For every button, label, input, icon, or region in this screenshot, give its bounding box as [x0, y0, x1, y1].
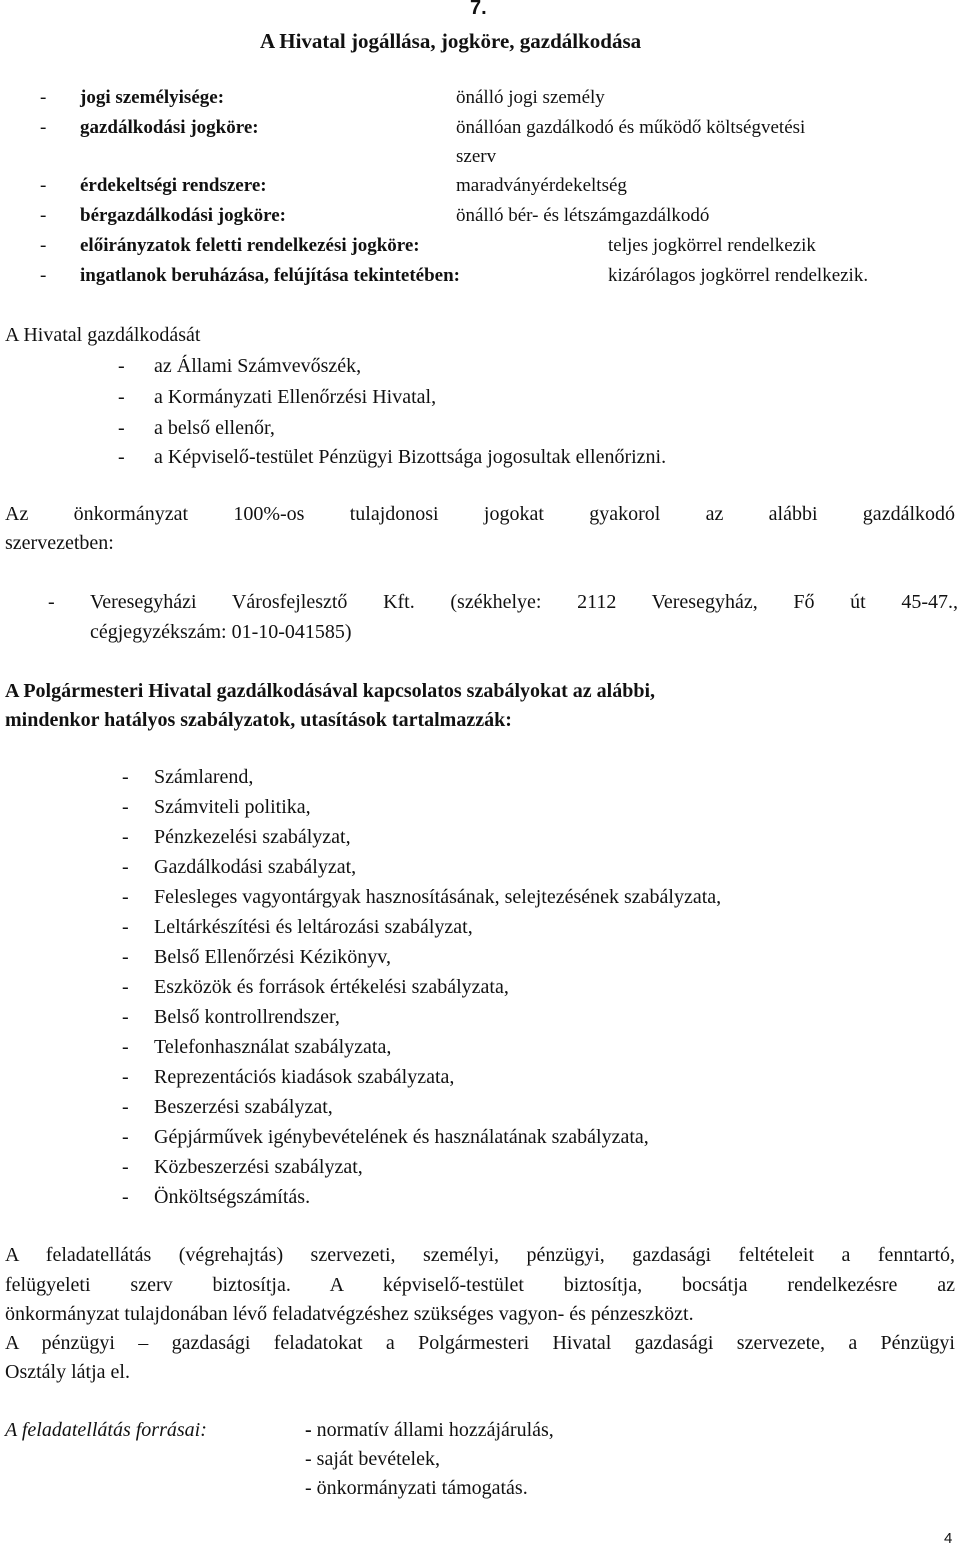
dash: - — [122, 856, 129, 878]
status-value: önállóan gazdálkodó és működő költségvetési — [456, 117, 806, 138]
rule-item: Belső kontrollrendszer, — [154, 1006, 340, 1028]
rule-item: Leltárkészítési és leltározási szabályzat, — [154, 916, 473, 938]
dash: - — [40, 87, 47, 108]
dash: - — [40, 235, 47, 256]
sources-item-text: önkormányzati támogatás. — [316, 1477, 528, 1499]
para-line1: A feladatellátás (végrehajtás) szervezeti, személyi, pénzügyi, gazdasági feltételeit a fenntartó, — [5, 1244, 955, 1266]
rule-item: Számlarend, — [154, 766, 254, 788]
sources-item — [305, 1447, 440, 1471]
ownership-line1: Az önkormányzat 100%-os tulajdonosi jogokat gyakorol az alábbi gazdálkodó — [5, 503, 955, 525]
rule-item: Felesleges vagyontárgyak hasznosításának, selejtezésének szabályzata, — [154, 886, 722, 908]
status-value: kizárólagos jogkörrel rendelkezik. — [608, 265, 869, 286]
status-value-cont: szerv — [456, 146, 497, 167]
page-number: 4 — [944, 1530, 953, 1547]
dash: - — [122, 826, 129, 848]
rule-item: Eszközök és források értékelési szabályzata, — [154, 976, 509, 998]
sources-item-text: saját bevételek, — [316, 1448, 440, 1470]
dash: - — [305, 1448, 317, 1470]
rule-item: Gépjárművek igénybevételének és használatának szabályzata, — [154, 1126, 649, 1148]
audit-heading: A Hivatal gazdálkodását — [5, 324, 201, 346]
audit-item: a Kormányzati Ellenőrzési Hivatal, — [154, 386, 437, 408]
dash: - — [122, 946, 129, 968]
status-label: bérgazdálkodási jogköre: — [80, 205, 287, 226]
dash: - — [118, 417, 125, 439]
dash: - — [118, 446, 125, 468]
status-value: maradványérdekeltség — [456, 175, 627, 196]
audit-item: a belső ellenőr, — [154, 417, 275, 439]
status-value: teljes jogkörrel rendelkezik — [608, 235, 816, 256]
dash: - — [305, 1477, 317, 1499]
rule-item: Reprezentációs kiadások szabályzata, — [154, 1066, 455, 1088]
dash: - — [122, 1186, 129, 1208]
rule-item: Belső Ellenőrzési Kézikönyv, — [154, 946, 391, 968]
status-value: önálló bér- és létszámgazdálkodó — [456, 205, 710, 226]
rule-item: Közbeszerzési szabályzat, — [154, 1156, 363, 1178]
dash: - — [118, 386, 125, 408]
rule-item: Számviteli politika, — [154, 796, 311, 818]
dash: - — [40, 265, 47, 286]
rule-item: Beszerzési szabályzat, — [154, 1096, 333, 1118]
page-title: A Hivatal jogállása, jogköre, gazdálkodása — [260, 29, 642, 53]
dash: - — [48, 591, 55, 613]
entity-line2: cégjegyzékszám: 01-10-041585) — [90, 621, 352, 643]
dash: - — [122, 1096, 129, 1118]
rules-heading-line1: A Polgármesteri Hivatal gazdálkodásával kapcsolatos szabályokat az alábbi, — [5, 680, 656, 702]
para-line5: Osztály látja el. — [5, 1361, 130, 1383]
rule-item: Önköltségszámítás. — [154, 1186, 311, 1208]
ownership-line2: szervezetben: — [5, 532, 114, 554]
dash: - — [122, 1126, 129, 1148]
rule-item: Gazdálkodási szabályzat, — [154, 856, 357, 878]
sources-item — [305, 1418, 554, 1442]
sources-item — [305, 1476, 528, 1500]
dash: - — [305, 1419, 317, 1441]
dash: - — [122, 766, 129, 788]
dash: - — [40, 175, 47, 196]
status-label: ingatlanok beruházása, felújítása tekintetében: — [80, 265, 460, 286]
para-line3: önkormányzat tulajdonában lévő feladatvégzéshez szükséges vagyon- és pénzeszközt. — [5, 1303, 694, 1325]
status-label: érdekeltségi rendszere: — [80, 175, 267, 196]
section-number: 7. — [470, 0, 487, 19]
status-label: jogi személyisége: — [80, 87, 225, 108]
rules-heading-line2: mindenkor hatályos szabályzatok, utasítások tartalmazzák: — [5, 709, 512, 731]
audit-item: a Képviselő-testület Pénzügyi Bizottsága jogosultak ellenőrizni. — [154, 446, 667, 468]
status-label: előirányzatok feletti rendelkezési jogköre: — [80, 235, 420, 256]
dash: - — [122, 1036, 129, 1058]
para-line2: felügyeleti szerv biztosítja. A képviselő-testület biztosítja, bocsátja rendelkezésre az — [5, 1274, 955, 1296]
dash: - — [122, 1066, 129, 1088]
sources-label: A feladatellátás forrásai: — [5, 1419, 207, 1441]
dash: - — [122, 886, 129, 908]
status-value: önálló jogi személy — [456, 87, 605, 108]
dash: - — [122, 976, 129, 998]
dash: - — [122, 916, 129, 938]
rule-item: Pénzkezelési szabályzat, — [154, 826, 351, 848]
status-label: gazdálkodási jogköre: — [80, 117, 259, 138]
dash: - — [122, 1156, 129, 1178]
entity-line1: Veresegyházi Városfejlesztő Kft. (székhelye: 2112 Veresegyház, Fő út 45-47., — [90, 591, 958, 613]
audit-item: az Állami Számvevőszék, — [154, 355, 362, 377]
rule-item: Telefonhasználat szabályzata, — [154, 1036, 392, 1058]
dash: - — [118, 355, 125, 377]
dash: - — [122, 1006, 129, 1028]
para-line4: A pénzügyi – gazdasági feladatokat a Polgármesteri Hivatal gazdasági szervezete, a Pénzügyi — [5, 1332, 955, 1354]
dash: - — [40, 205, 47, 226]
sources-item-text: normatív állami hozzájárulás, — [316, 1419, 554, 1441]
dash: - — [40, 117, 47, 138]
dash: - — [122, 796, 129, 818]
